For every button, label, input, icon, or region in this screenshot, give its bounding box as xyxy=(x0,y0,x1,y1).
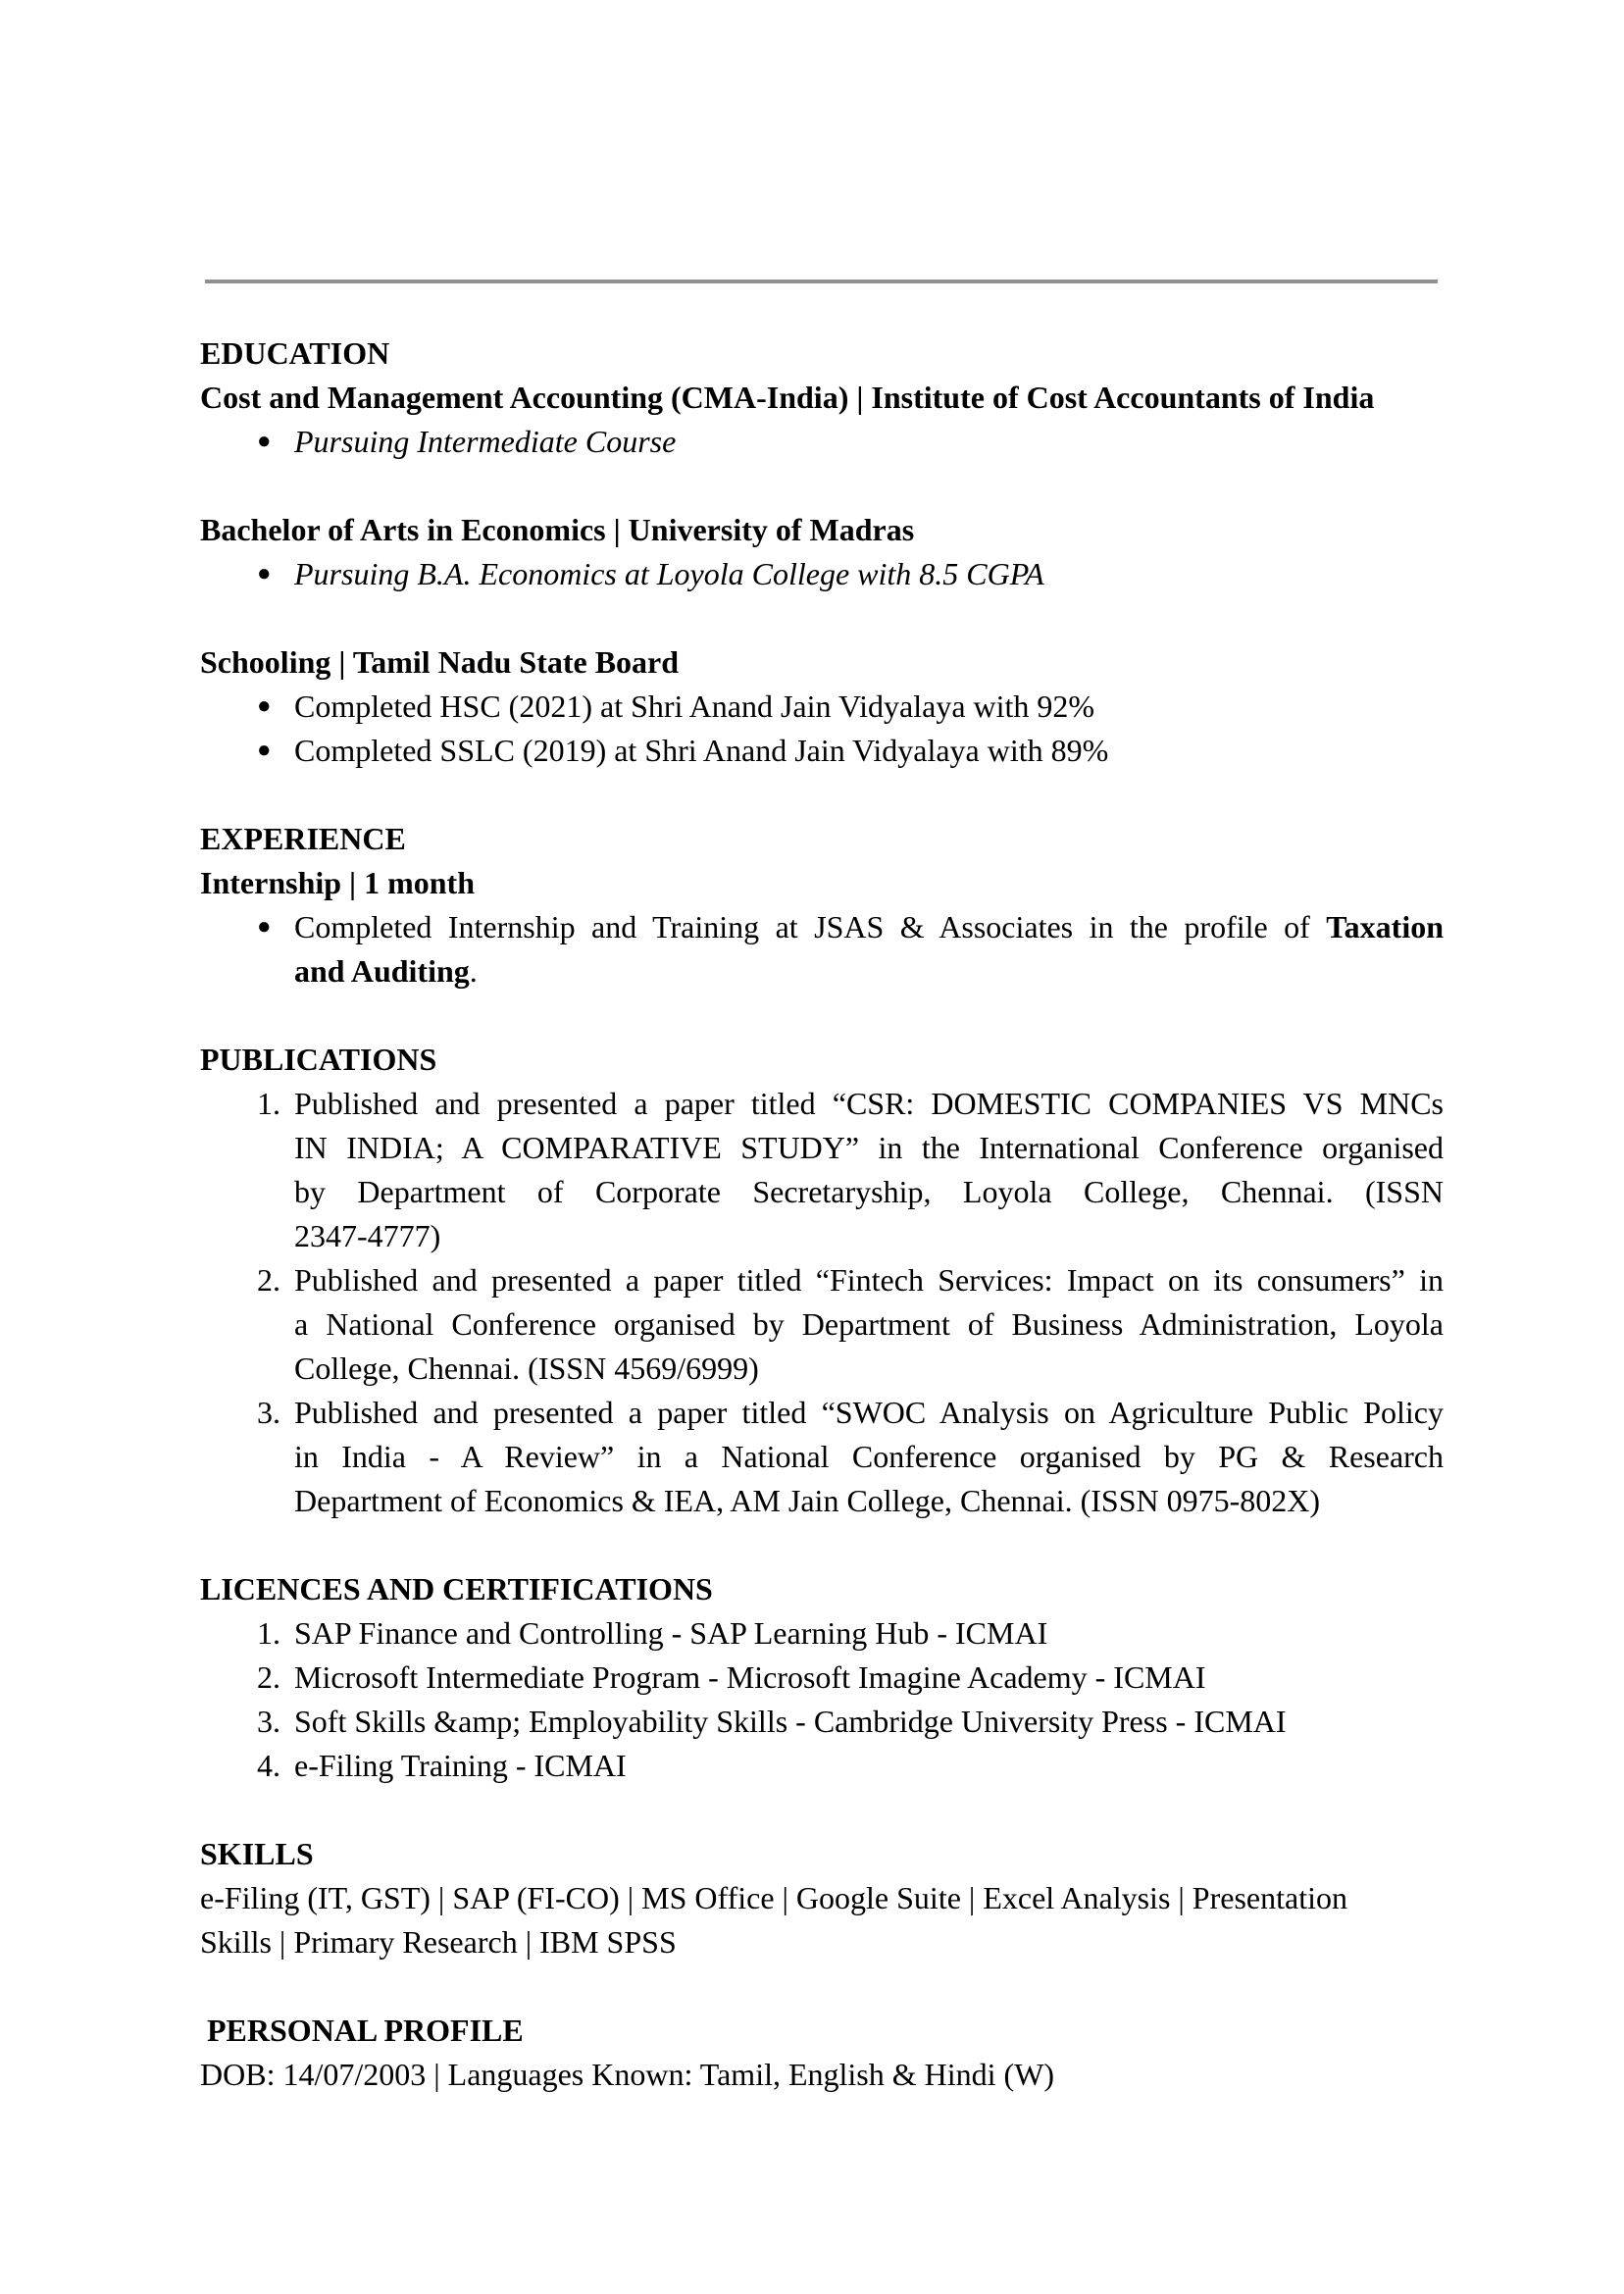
education-bullet-text: Pursuing Intermediate Course xyxy=(294,424,677,459)
publication-line: a National Conference organised by Department of Business Administration, Loyola xyxy=(294,1306,1444,1342)
education-heading: EDUCATION xyxy=(200,335,390,371)
bullet-icon: ● xyxy=(257,693,272,719)
experience-bullet-bold-text: and Auditing xyxy=(294,953,470,989)
list-item xyxy=(200,685,1444,729)
list-number: 3. xyxy=(257,1704,280,1739)
list-item xyxy=(200,729,1444,773)
licences-heading: LICENCES AND CERTIFICATIONS xyxy=(200,1571,713,1606)
education-entry-title: Schooling | Tamil Nadu State Board xyxy=(200,644,680,680)
list-number: 1. xyxy=(257,1086,280,1121)
bullet-icon: ● xyxy=(257,429,272,454)
publication-line: in India - A Review” in a National Conference organised by PG & Research xyxy=(294,1439,1444,1474)
section-publications xyxy=(200,1038,1444,1523)
education-bullet-text: Completed SSLC (2019) at Shri Anand Jain Vidyalaya with 89% xyxy=(294,733,1109,768)
list-number: 2. xyxy=(257,1659,280,1695)
skills-text-line: Skills | Primary Research | IBM SPSS xyxy=(200,1924,677,1960)
licence-item xyxy=(200,1656,1444,1700)
section-licences xyxy=(200,1567,1444,1788)
section-personal-profile xyxy=(200,2009,1444,2097)
licence-item xyxy=(200,1611,1444,1656)
publication-line: Department of Economics & IEA, AM Jain College, Chennai. (ISSN 0975-802X) xyxy=(294,1483,1321,1518)
experience-bullet-text: . xyxy=(469,953,478,989)
experience-bullet-bold-text: Taxation xyxy=(1326,909,1445,944)
publications-heading: PUBLICATIONS xyxy=(200,1042,437,1077)
list-number: 2. xyxy=(257,1262,280,1298)
licence-text: e-Filing Training - ICMAI xyxy=(294,1748,627,1783)
bullet-icon: ● xyxy=(257,914,272,940)
publication-line: 2347-4777) xyxy=(294,1218,441,1253)
education-entry-title: Cost and Management Accounting (CMA-India) | Institute of Cost Accountants of India xyxy=(200,380,1375,415)
publication-line: IN INDIA; A COMPARATIVE STUDY” in the International Conference organised xyxy=(294,1130,1444,1165)
education-bullet-text: Pursuing B.A. Economics at Loyola College with 8.5 CGPA xyxy=(294,556,1044,591)
skills-heading: SKILLS xyxy=(200,1836,314,1871)
licence-text: Soft Skills &amp; Employability Skills - Cambridge University Press - ICMAI xyxy=(294,1704,1287,1739)
licence-item xyxy=(200,1744,1444,1788)
section-education xyxy=(200,331,1444,773)
education-entry-ba xyxy=(200,508,1444,596)
licence-text: SAP Finance and Controlling - SAP Learning Hub - ICMAI xyxy=(294,1615,1048,1651)
list-number: 3. xyxy=(257,1395,280,1430)
publication-line: Published and presented a paper titled “Fintech Services: Impact on its consumers” in xyxy=(294,1262,1444,1298)
list-number: 4. xyxy=(257,1748,280,1783)
education-entry-title: Bachelor of Arts in Economics | University of Madras xyxy=(200,512,915,547)
bullet-icon: ● xyxy=(257,561,272,586)
publication-item xyxy=(200,1258,1444,1391)
publication-line: Published and presented a paper titled “SWOC Analysis on Agriculture Public Policy xyxy=(294,1395,1444,1430)
section-experience xyxy=(200,817,1444,994)
header-divider-line xyxy=(205,280,1438,283)
section-skills xyxy=(200,1832,1444,1964)
experience-bullet-line xyxy=(294,905,1444,949)
licence-text: Microsoft Intermediate Program - Microsoft Imagine Academy - ICMAI xyxy=(294,1659,1206,1695)
experience-subheading: Internship | 1 month xyxy=(200,865,475,900)
publication-item xyxy=(200,1082,1444,1258)
list-item xyxy=(200,552,1444,596)
education-entry-cma xyxy=(200,376,1444,464)
list-item xyxy=(200,905,1444,994)
experience-bullet-line xyxy=(294,949,1444,994)
skills-text-line: e-Filing (IT, GST) | SAP (FI-CO) | MS Office | Google Suite | Excel Analysis | Presentation xyxy=(200,1880,1347,1915)
personal-profile-heading: PERSONAL PROFILE xyxy=(207,2013,524,2048)
experience-heading: EXPERIENCE xyxy=(200,821,406,856)
education-entry-schooling xyxy=(200,640,1444,773)
list-item xyxy=(200,420,1444,464)
publication-line: College, Chennai. (ISSN 4569/6999) xyxy=(294,1351,759,1386)
experience-bullet-text: Completed Internship and Training at JSAS & Associates in the profile of xyxy=(294,909,1310,944)
licence-item xyxy=(200,1700,1444,1744)
publication-line: by Department of Corporate Secretaryship, Loyola College, Chennai. (ISSN xyxy=(294,1174,1444,1209)
list-number: 1. xyxy=(257,1615,280,1651)
publication-line: Published and presented a paper titled “CSR: DOMESTIC COMPANIES VS MNCs xyxy=(294,1086,1444,1121)
personal-profile-text: DOB: 14/07/2003 | Languages Known: Tamil, English & Hindi (W) xyxy=(200,2057,1055,2092)
education-bullet-text: Completed HSC (2021) at Shri Anand Jain Vidyalaya with 92% xyxy=(294,688,1095,724)
publication-item xyxy=(200,1391,1444,1523)
bullet-icon: ● xyxy=(257,738,272,763)
